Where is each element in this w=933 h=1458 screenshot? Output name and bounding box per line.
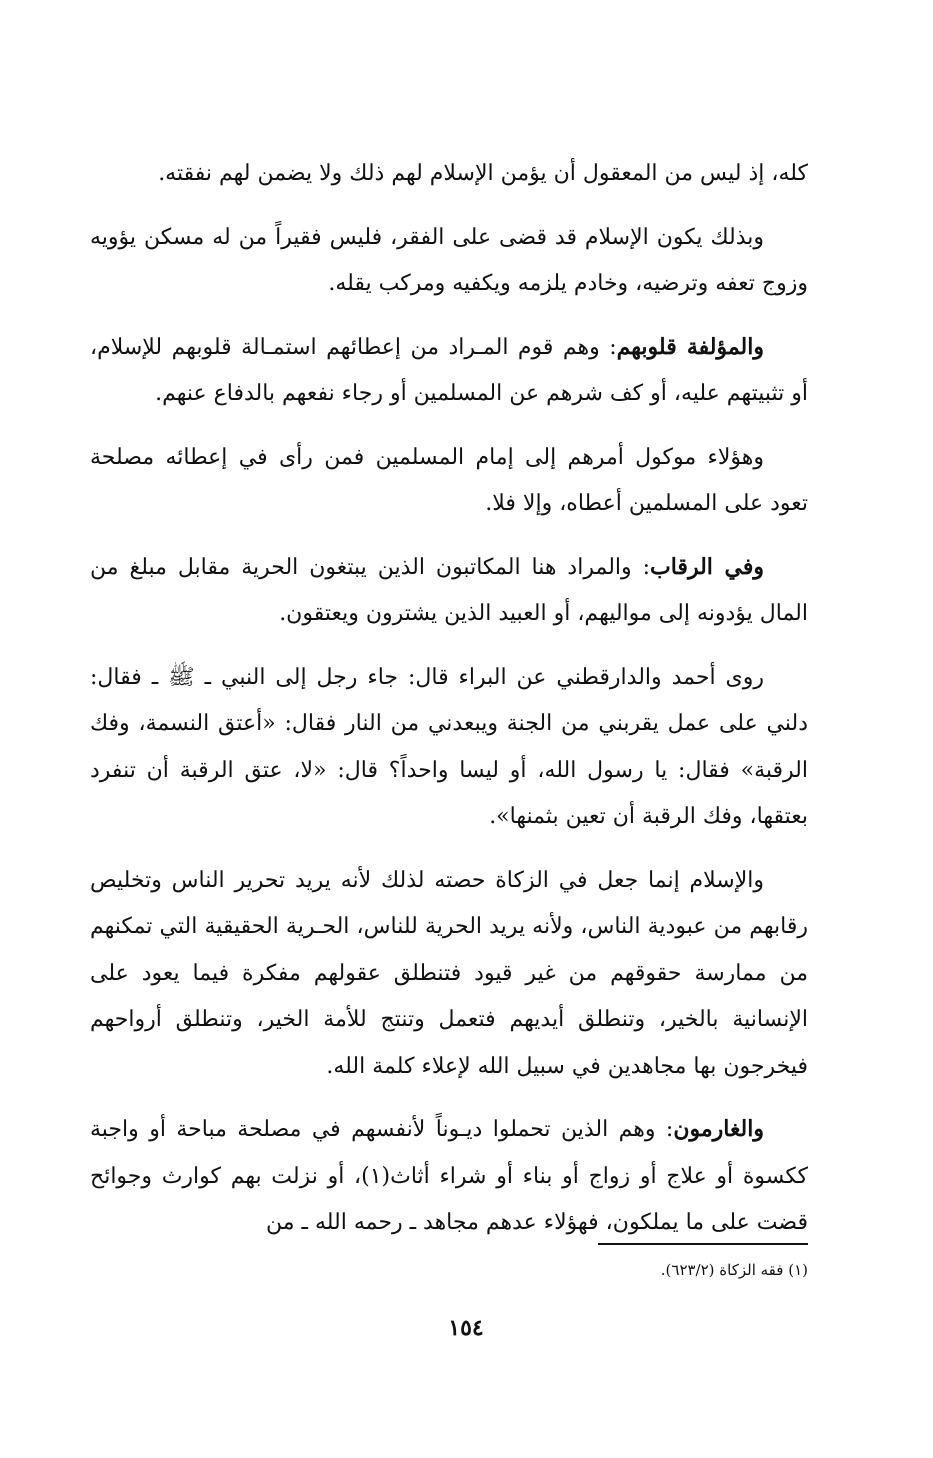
paragraph-1	[90, 150, 808, 198]
paragraph-text: روى أحمد والدارقطني عن البراء قال: جاء رجل إلى النبي ـ ﷺ ـ فقال: دلني على عمل يقربني من الجنة ويبعدني من النار فقال: «أعتق النسمة، وفك الرقبة» فقال: يا رسول الله، أو ليسا واحداً؟ قال: «لا، عتق الرقبة أن تنفرد بعتقها، وفك الرقبة أن تعين بثمنها».	[90, 664, 808, 829]
paragraph-lead: والمؤلفة قلوبهم	[616, 333, 764, 360]
paragraph-text: والإسلام إنما جعل في الزكاة حصته لذلك لأنه يريد تحرير الناس وتخليص رقابهم من عبودية الناس، ولأنه يريد الحرية للناس، الحـرية الحقيقية التي تمكنهم من ممارسة حقوقهم من غير قيود فتنطلق عقولهم مفكرة فيما يعود على الإنسانية بالخير، وتنطلق أيديهم فتعمل وتنتج للأمة الخير، وتنطلق أرواحهم فيخرجون بها مجاهدين في سبيل الله لإعلاء كلمة الله.	[90, 867, 808, 1079]
paragraph-6	[90, 654, 808, 841]
paragraph-3	[90, 324, 808, 418]
paragraph-lead: وفي الرقاب	[650, 553, 764, 580]
footnote-divider	[598, 1243, 808, 1245]
paragraph-7	[90, 857, 808, 1091]
footnote: (١) فقه الزكاة (٦٢٣/٢).	[660, 1261, 808, 1279]
paragraph-2	[90, 214, 808, 308]
paragraph-text: : والمراد هنا المكاتبون الذين يبتغون الحرية مقابل مبلغ من المال يؤدونه إلى مواليهم، أو العبيد الذين يشترون ويعتقون.	[90, 554, 808, 626]
paragraph-lead: والغارمون	[673, 1116, 764, 1142]
paragraph-text: وهؤلاء موكول أمرهم إلى إمام المسلمين فمن رأى في إعطائه مصلحة تعود على المسلمين أعطاه، وإلا فلا.	[90, 444, 808, 516]
body-text	[90, 150, 808, 1263]
paragraph-8	[90, 1106, 808, 1247]
paragraph-5	[90, 544, 808, 638]
paragraph-4	[90, 434, 808, 528]
paragraph-text: : وهم الذين تحملوا ديـوناً لأنفسهم في مصلحة مباحة أو واجبة ككسوة أو علاج أو زواج أو بناء أو شراء أثاث(١)، أو نزلت بهم كوارث وجوائح قضت على ما يملكون، فهؤلاء عدهم مجاهد ـ رحمه الله ـ من	[90, 1117, 808, 1235]
paragraph-text: وبذلك يكون الإسلام قد قضى على الفقر، فليس فقيراً من له مسكن يؤويه وزوج تعفه وترضيه، وخادم يلزمه ويكفيه ومركب يقله.	[90, 224, 808, 296]
page-number: ١٥٤	[448, 1315, 484, 1341]
paragraph-text: كله، إذ ليس من المعقول أن يؤمن الإسلام لهم ذلك ولا يضمن لهم نفقته.	[158, 161, 808, 186]
paragraph-text: : وهم قوم المـراد من إعطائهم استمـالة قلوبهم للإسلام، أو تثبيتهم عليه، أو كف شرهم عن المسلمين أو رجاء نفعهم بالدفاع عنهم.	[90, 334, 808, 406]
